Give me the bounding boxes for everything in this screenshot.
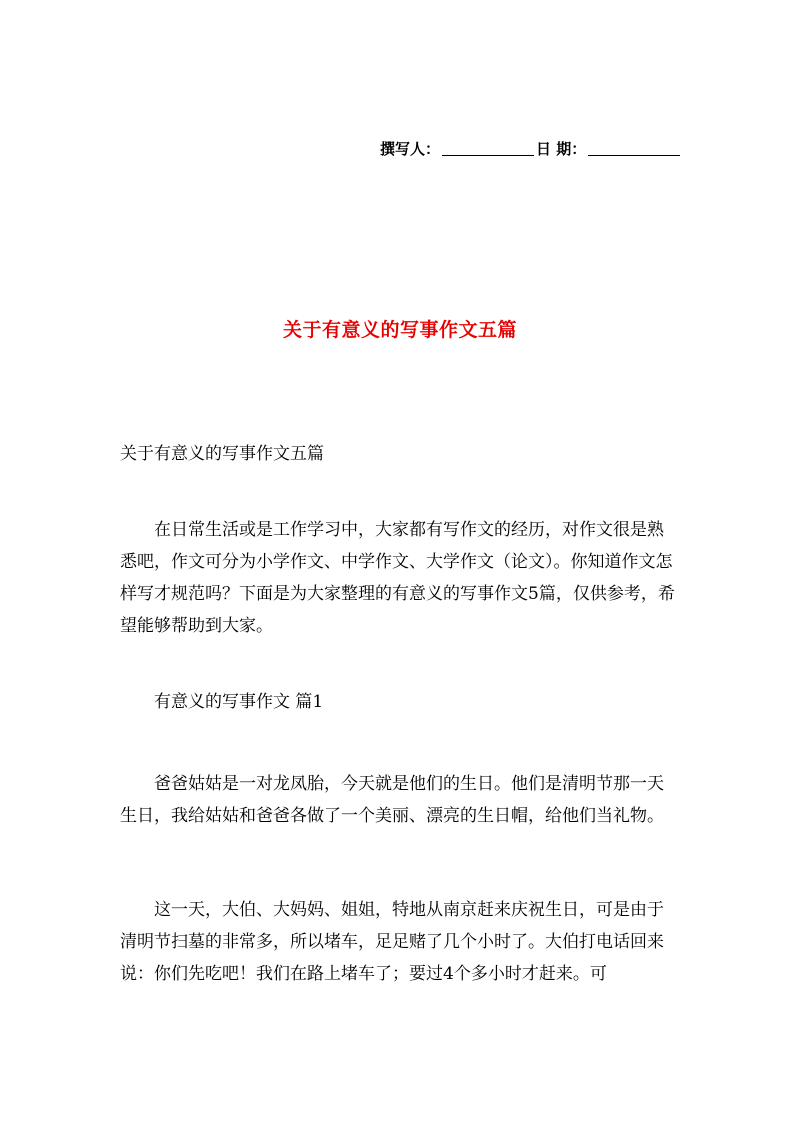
body-paragraph-2: 这一天，大伯、大妈妈、姐姐，特地从南京赶来庆祝生日，可是由于清明节扫墓的非常多，所以堵车，足足赌了几个小时了。大伯打电话回来说：你们先吃吧！我们在路上堵车了；要过4个多小时才赶来。可 bbox=[120, 900, 664, 984]
body-paragraph-1: 爸爸姑姑是一对龙凤胎，今天就是他们的生日。他们是清明节那一天生日，我给姑姑和爸爸各做了一个美丽、漂亮的生日帽，给他们当礼物。 bbox=[120, 774, 664, 826]
intro-paragraph: 在日常生活或是工作学习中，大家都有写作文的经历，对作文很是熟悉吧，作文可分为小学作文、中学作文、大学作文（论文）。你知道作文怎样写才规范吗？下面是为大家整理的有意义的写事作文5篇，仅供参考，希望能够帮助到大家。 bbox=[120, 520, 675, 636]
document-subtitle: 关于有意义的写事作文五篇 bbox=[120, 444, 324, 464]
author-label: 撰写人： bbox=[380, 140, 441, 158]
date-label: 日 期： bbox=[536, 140, 587, 158]
date-blank bbox=[588, 141, 680, 156]
author-date-line bbox=[380, 138, 682, 159]
section-heading: 有意义的写事作文 篇1 bbox=[154, 692, 324, 712]
author-blank bbox=[442, 141, 534, 156]
document-title: 关于有意义的写事作文五篇 bbox=[282, 319, 517, 341]
